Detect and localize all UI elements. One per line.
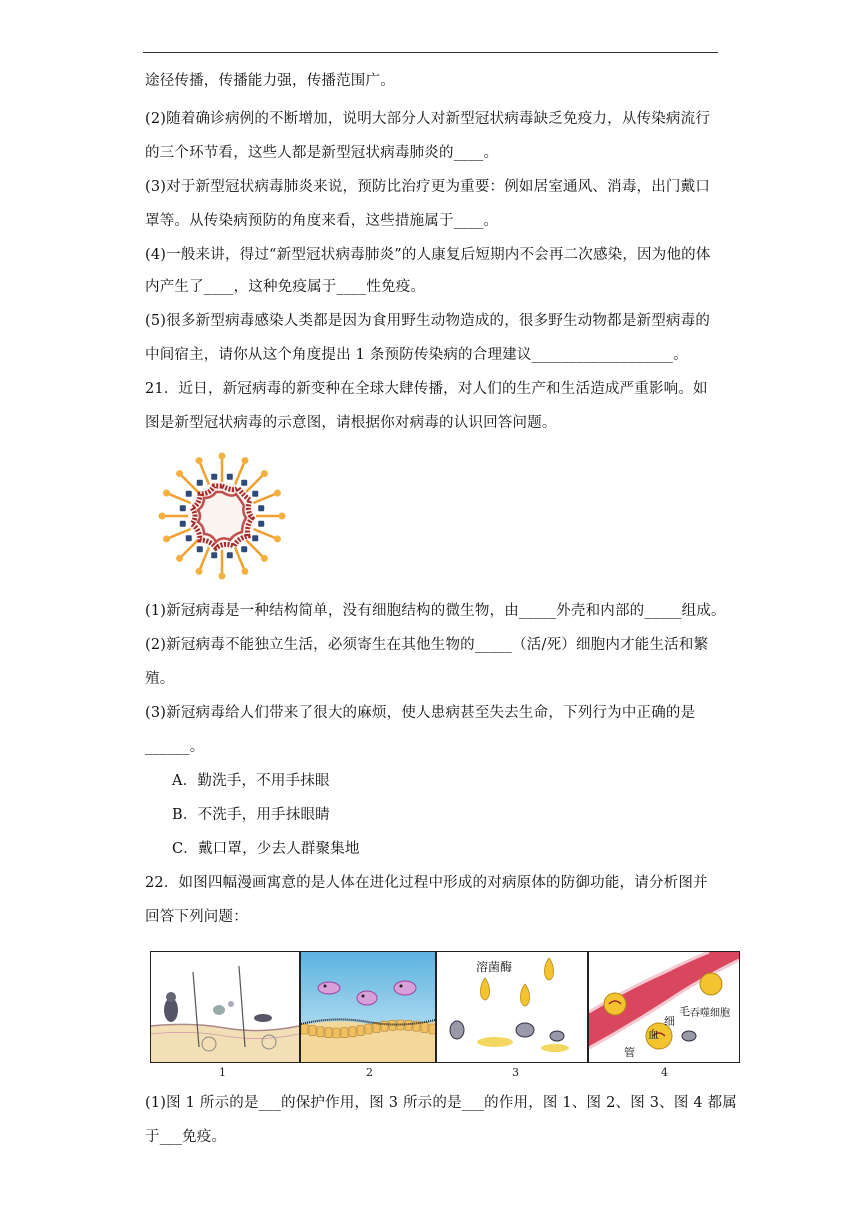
q21-sub2-cont: 殖。	[145, 671, 175, 687]
virus-spike-tip	[274, 535, 281, 542]
virus-protein	[186, 491, 192, 497]
capillary-label: 血	[648, 1028, 659, 1041]
capillary-label: 毛	[679, 1005, 690, 1018]
virus-protein	[211, 552, 217, 558]
text-line: 途径传播，传播能力强，传播范围广。	[145, 73, 395, 89]
virus-spike-tip	[176, 555, 183, 562]
option-a: A．勤洗手，不用手抹眼	[172, 773, 330, 789]
virus-protein	[258, 505, 264, 511]
text-line: 的三个环节看，这些人都是新型冠状病毒肺炎的____。	[145, 145, 499, 161]
virus-spike	[246, 540, 263, 557]
epithelial-cell	[333, 1028, 340, 1038]
option-c: C．戴口罩，少去人群聚集地	[172, 841, 360, 857]
question-22-stem: 回答下列问题：	[145, 909, 248, 925]
virus-spike	[181, 540, 198, 557]
q21-sub1: (1)新冠病毒是一种结构简单，没有细胞结构的微生物，由_____外壳和内部的_____组成。	[145, 603, 726, 619]
text-line: (5)很多新型病毒感染人类都是因为食用野生动物造成的，很多野生动物都是新型病毒的	[145, 313, 711, 329]
virus-protein	[241, 546, 247, 552]
virus-spike	[246, 475, 263, 492]
virus-spike-tip	[163, 535, 170, 542]
virus-protein	[197, 546, 203, 552]
question-21-stem: 21．近日，新冠病毒的新变种在全球大肆传播，对人们的生产和生活造成严重影响。如	[145, 381, 708, 397]
comic-panel-1-skin	[151, 952, 299, 1062]
epithelial-cell	[357, 1026, 364, 1036]
text-line: 罩等。从传染病预防的角度来看，这些措施属于____。	[145, 213, 499, 229]
virus-spike-tip	[159, 513, 166, 520]
virus-spike-tip	[279, 513, 286, 520]
virus-protein	[252, 535, 258, 541]
virus-spike	[181, 475, 198, 492]
panel-label-1: 1	[219, 1066, 226, 1079]
phagocyte-label: 吞噬细胞	[690, 1008, 730, 1019]
epithelial-cell	[421, 1022, 428, 1032]
virus-spike-tip	[261, 470, 268, 477]
virus-spike-tip	[196, 568, 203, 575]
comic-panel-2-mucosa	[301, 952, 435, 1062]
epithelial-cell	[301, 1024, 308, 1034]
virus-protein	[258, 521, 264, 527]
epithelial-cell	[325, 1028, 332, 1038]
text-line: 内产生了____，这种免疫属于____性免疫。	[145, 279, 426, 295]
virus-spike-tip	[163, 490, 170, 497]
virus-protein	[252, 491, 258, 497]
text-line: (4)一般来讲，得过“新型冠状病毒肺炎”的人康复后短期内不会再二次感染，因为他的体	[145, 247, 711, 263]
text-line: (3)对于新型冠状病毒肺炎来说，预防比治疗更为重要：例如居室通风、消毒，出门戴口	[145, 179, 711, 195]
virus-spike-tip	[196, 457, 203, 464]
virus-spike-tip	[219, 453, 226, 460]
virus-protein	[180, 505, 186, 511]
virus-protein	[227, 552, 233, 558]
virus-spike-tip	[219, 573, 226, 580]
epithelial-cell	[365, 1024, 372, 1034]
defense-comic	[150, 951, 740, 1063]
epithelial-cell	[309, 1026, 316, 1036]
option-b: B．不洗手，用手抹眼睛	[172, 807, 330, 823]
epithelial-cell	[405, 1020, 412, 1030]
virus-spike-tip	[274, 490, 281, 497]
text-line: 中间宿主，请你从这个角度提出 1 条预防传染病的合理建议___________________。	[145, 347, 688, 363]
question-22-stem: 22．如图四幅漫画寓意的是人体在进化过程中形成的对病原体的防御功能，请分析图并	[145, 875, 708, 891]
header-rule	[143, 52, 718, 53]
capillary-label: 细	[664, 1015, 675, 1028]
virus-spike-tip	[176, 470, 183, 477]
virus-protein	[241, 480, 247, 486]
epithelial-cell	[381, 1021, 388, 1031]
q22-sub1: (1)图 1 所示的是___的保护作用，图 3 所示的是___的作用，图 1、图 2、图 3、图 4 都属	[145, 1095, 737, 1111]
panel-label-4: 4	[661, 1066, 668, 1079]
epithelial-cell	[317, 1027, 324, 1037]
capillary-label: 管	[624, 1046, 635, 1059]
epithelial-cell	[349, 1027, 356, 1037]
text-line: (2)随着确诊病例的不断增加，说明大部分人对新型冠状病毒缺乏免疫力，从传染病流行	[145, 111, 711, 127]
panel-label-3: 3	[512, 1066, 519, 1079]
virus-spike-tip	[241, 568, 248, 575]
virus-protein	[186, 535, 192, 541]
panel-label-2: 2	[366, 1066, 373, 1079]
coronavirus-illustration	[158, 452, 286, 580]
virus-spike-tip	[261, 555, 268, 562]
virus-spike-tip	[241, 457, 248, 464]
question-21-stem: 图是新型冠状病毒的示意图，请根据你对病毒的认识回答问题。	[145, 415, 557, 431]
virus-protein	[227, 474, 233, 480]
q22-sub1-cont: 于___免疫。	[145, 1129, 227, 1145]
q21-sub3: (3)新冠病毒给人们带来了很大的麻烦，使人患病甚至失去生命，下列行为中正确的是	[145, 705, 696, 721]
virus-protein	[197, 480, 203, 486]
epithelial-cell	[341, 1028, 348, 1038]
virus-protein	[211, 474, 217, 480]
q21-sub2: (2)新冠病毒不能独立生活，必须寄生在其他生物的_____（活/死）细胞内才能生活和繁	[145, 637, 709, 653]
virus-protein	[180, 521, 186, 527]
lysozyme-label: 溶菌酶	[476, 960, 513, 974]
q21-sub3-cont: ______。	[145, 739, 205, 755]
